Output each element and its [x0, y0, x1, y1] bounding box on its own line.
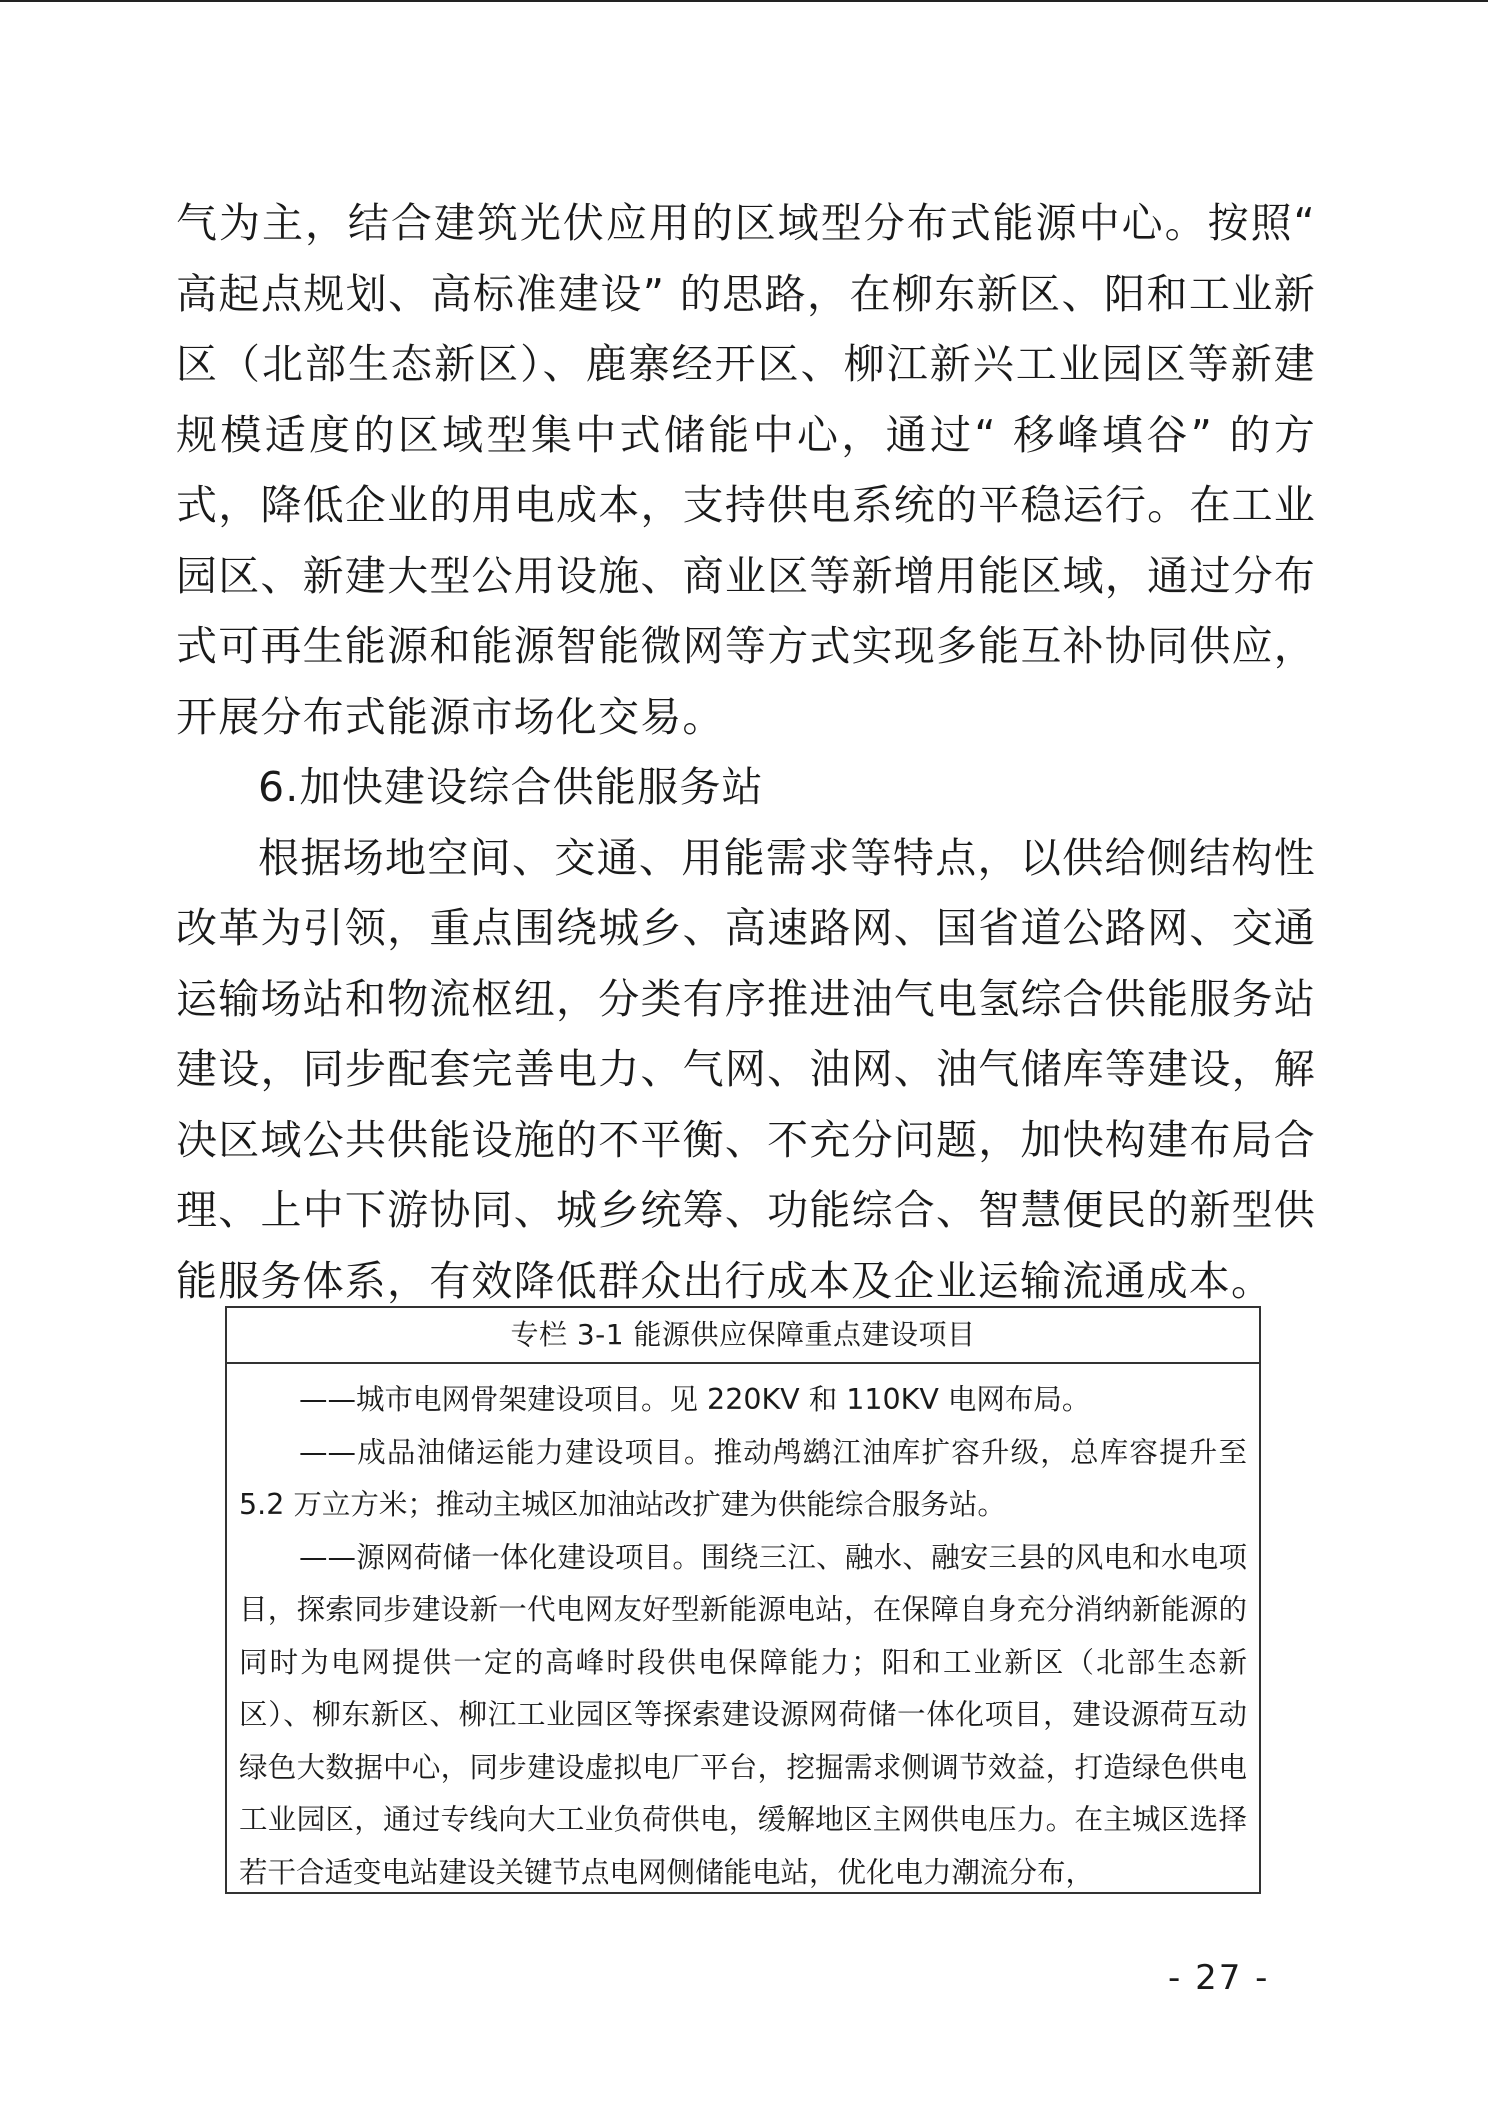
paragraph-continuation: 气为主，结合建筑光伏应用的区域型分布式能源中心。按照“ 高起点规划、高标准建设” 的思路，在柳东新区、阳和工业新区（北部生态新区）、鹿寨经开区、柳江新兴工业园区等新建规模适度的区域型集中式储能中心，通过“ 移峰填谷” 的方式，降低企业的用电成本，支持供电系统的平稳运行。在工业园区、新建大型公用设施、商业区等新增用能区域，通过分布式可再生能源和能源智能微网等方式实现多能互补协同供应，开展分布式能源市场化交易。: [176, 199, 1316, 741]
sidebar-box-column: [225, 1306, 1261, 1894]
section-heading: 6.加快建设综合供能服务站: [258, 763, 764, 811]
box-body: [227, 1364, 1259, 1894]
body-text: [176, 188, 1316, 1316]
box-item: ——源网荷储一体化建设项目。围绕三江、融水、融安三县的风电和水电项目，探索同步建设新一代电网友好型新能源电站，在保障自身充分消纳新能源的同时为电网提供一定的高峰时段供电保障能力；阳和工业新区（北部生态新区）、柳东新区、柳江工业园区等探索建设源网荷储一体化项目，建设源荷互动绿色大数据中心，同步建设虚拟电厂平台，挖掘需求侧调节效益，打造绿色供电工业园区，通过专线向大工业负荷供电，缓解地区主网供电压力。在主城区选择若干合适变电站建设关键节点电网侧储能电站，优化电力潮流分布，: [239, 1540, 1247, 1889]
box-item: ——城市电网骨架建设项目。见 220KV 和 110KV 电网布局。: [299, 1383, 1091, 1416]
paragraph: 根据场地空间、交通、用能需求等特点，以供给侧结构性改革为引领，重点围绕城乡、高速路网、国省道公路网、交通运输场站和物流枢纽，分类有序推进油气电氢综合供能服务站建设，同步配套完善电力、气网、油网、油气储库等建设，解决区域公共供能设施的不平衡、不充分问题，加快构建布局合理、上中下游协同、城乡统筹、功能综合、智慧便民的新型供能服务体系，有效降低群众出行成本及企业运输流通成本。: [176, 833, 1316, 1305]
top-border-line: [0, 0, 1488, 2]
box-title: 专栏 3-1 能源供应保障重点建设项目: [227, 1308, 1259, 1364]
box-item: ——成品油储运能力建设项目。推动鸬鹚江油库扩容升级，总库容提升至 5.2 万立方米；推动主城区加油站改扩建为供能综合服务站。: [239, 1435, 1247, 1521]
page-number: - 27 -: [1168, 1958, 1270, 1998]
